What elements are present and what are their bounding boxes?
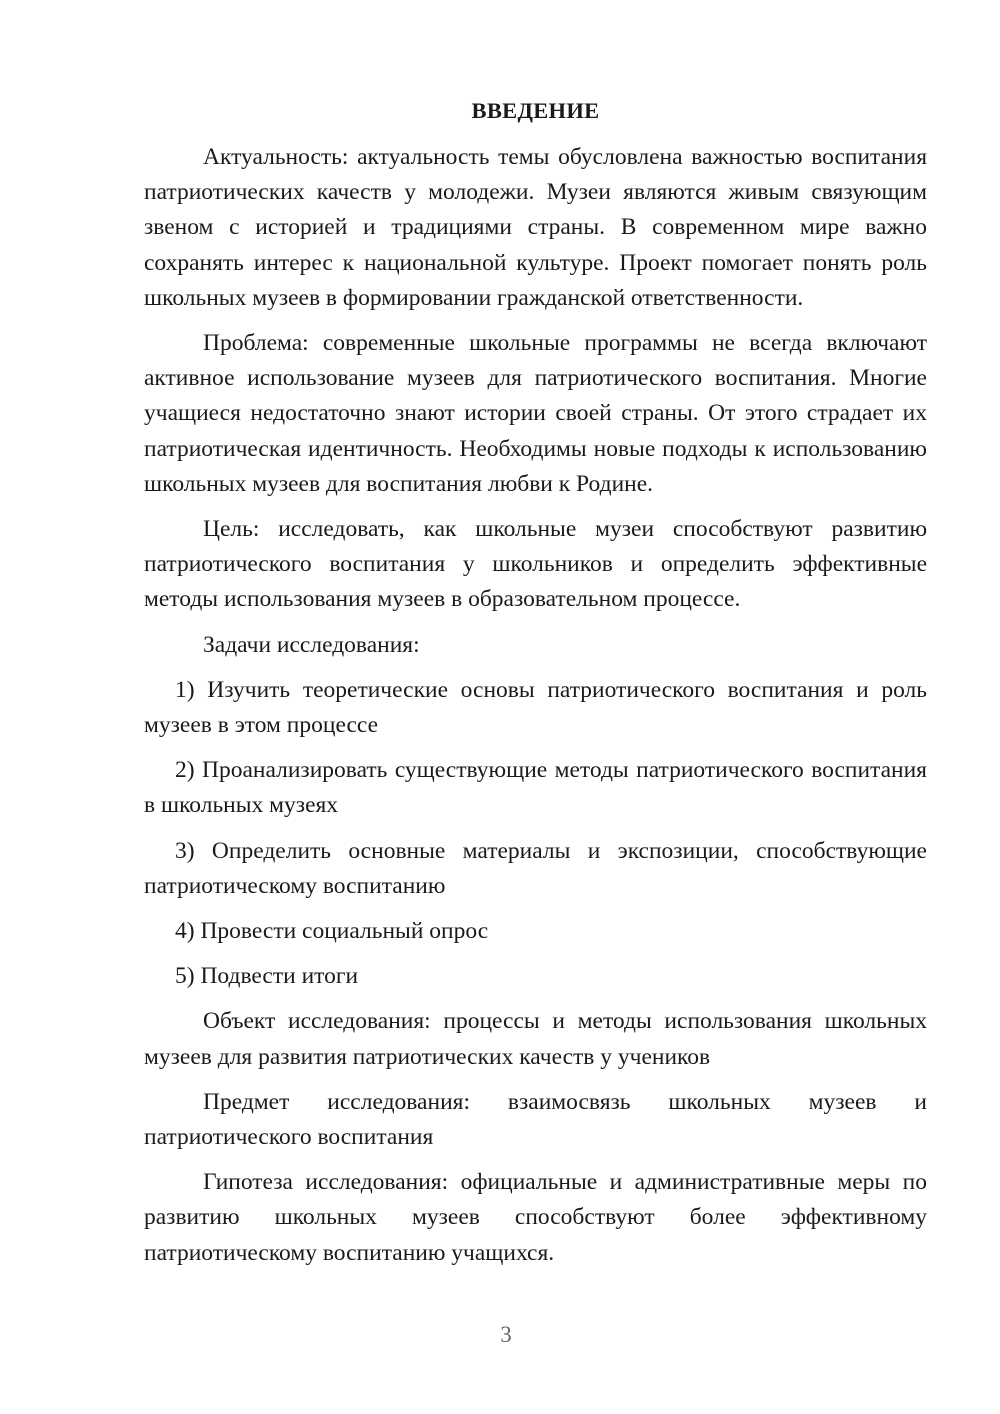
task-item: 3) Определить основные материалы и экспозиции, способствующие патриотическому воспитанию xyxy=(144,837,927,899)
tasks-title: Задачи исследования: xyxy=(203,631,420,658)
document-body xyxy=(144,93,927,1281)
page-number xyxy=(72,1322,1000,1348)
subject-paragraph: Предмет исследования: взаимосвязь школьных музеев и патриотического воспитания xyxy=(144,1088,927,1151)
hypothesis-paragraph: Гипотеза исследования: официальные и административные меры по развитию школьных музеев способствуют более эффективному патриотическому воспитанию учащихся. xyxy=(144,1169,927,1266)
relevance-paragraph: Актуальность: актуальность темы обусловлена важностью воспитания патриотических качеств у молодежи. Музеи являются живым связующим звеном с историей и традициями страны. В современном мире важно сохранять интерес к национальной культуре. Проект помогает понять роль школьных музеев в формировании гражданской ответственности. xyxy=(144,144,927,311)
object-paragraph: Объект исследования: процессы и методы использования школьных музеев для развития патриотических качеств у учеников xyxy=(144,1008,927,1070)
task-item: 2) Проанализировать существующие методы патриотического воспитания в школьных музеях xyxy=(144,757,927,819)
section-heading: ВВЕДЕНИЕ xyxy=(471,98,600,123)
goal-paragraph: Цель: исследовать, как школьные музеи способствуют развитию патриотического воспитания у школьников и определить эффективные методы использования музеев в образовательном процессе. xyxy=(144,516,927,613)
task-item: 1) Изучить теоретические основы патриотического воспитания и роль музеев в этом процессе xyxy=(144,676,927,739)
task-item: 5) Подвести итоги xyxy=(175,963,359,990)
task-item: 4) Провести социальный опрос xyxy=(175,918,489,945)
problem-paragraph: Проблема: современные школьные программы не всегда включают активное использование музеев для патриотического воспитания. Многие учащиеся недостаточно знают истории своей страны. От этого страдает их патриотическая идентичность. Необходимы новые подходы к использованию школьных музеев для воспитания любви к Родине. xyxy=(144,330,927,497)
page-number-label: 3 xyxy=(500,1322,512,1347)
